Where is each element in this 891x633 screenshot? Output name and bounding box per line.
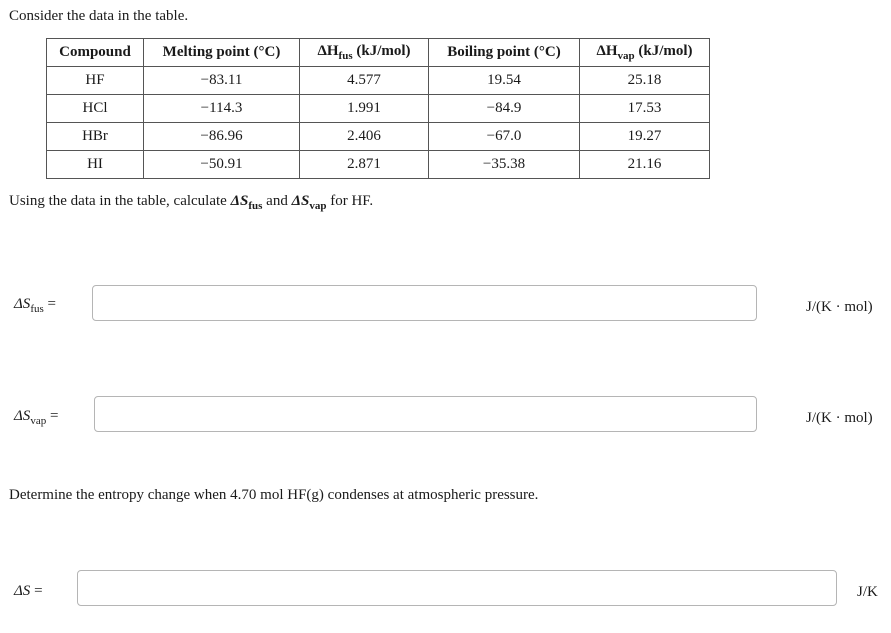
cell-dh-vap: 25.18 <box>580 67 710 95</box>
cell-boiling-point: −67.0 <box>429 123 580 151</box>
cell-dh-vap: 17.53 <box>580 95 710 123</box>
table-row <box>47 67 710 95</box>
table-header-row <box>47 39 710 67</box>
cell-compound: HBr <box>47 123 144 151</box>
cell-compound: HI <box>47 151 144 179</box>
header-melting-point: Melting point (°C) <box>144 39 300 67</box>
question-entropy-calc: Using the data in the table, calculate $\Delta S_{fus}$ and $\Delta S_{vap}$ for HF. <box>9 193 374 212</box>
cell-boiling-point: 19.54 <box>429 67 580 95</box>
cell-boiling-point: −84.9 <box>429 95 580 123</box>
cell-dh-vap: 21.16 <box>580 151 710 179</box>
ds-vap-unit: J/(K · mol) <box>806 410 873 426</box>
cell-dh-vap: 19.27 <box>580 123 710 151</box>
data-table <box>46 38 710 179</box>
header-dh-fus: $\Delta H_{fus}$ (kJ/mol) <box>300 39 429 67</box>
question-condensation: Determine the entropy change when 4.70 mol HF(g) condenses at atmospheric pressure. <box>9 487 539 503</box>
cell-dh-fus: 4.577 <box>300 67 429 95</box>
cell-melting-point: −50.91 <box>144 151 300 179</box>
ds-total-label: ΔS = <box>14 583 43 599</box>
table-row <box>47 123 710 151</box>
ds-total-unit: J/K <box>857 584 878 600</box>
cell-melting-point: −86.96 <box>144 123 300 151</box>
ds-vap-input[interactable] <box>94 396 757 432</box>
header-dh-vap: $\Delta H_{vap}$ (kJ/mol) <box>580 39 710 67</box>
cell-dh-fus: 1.991 <box>300 95 429 123</box>
table-row <box>47 95 710 123</box>
ds-fus-unit: J/(K · mol) <box>806 299 873 315</box>
cell-melting-point: −114.3 <box>144 95 300 123</box>
table-row <box>47 151 710 179</box>
cell-compound: HF <box>47 67 144 95</box>
cell-melting-point: −83.11 <box>144 67 300 95</box>
cell-dh-fus: 2.871 <box>300 151 429 179</box>
header-compound: Compound <box>47 39 144 67</box>
ds-vap-label: $\Delta S_{vap}$ = <box>14 408 59 427</box>
cell-dh-fus: 2.406 <box>300 123 429 151</box>
ds-total-input[interactable] <box>77 570 837 606</box>
intro-text: Consider the data in the table. <box>9 8 189 24</box>
cell-compound: HCl <box>47 95 144 123</box>
ds-fus-input[interactable] <box>92 285 757 321</box>
cell-boiling-point: −35.38 <box>429 151 580 179</box>
ds-fus-label: $\Delta S_{fus}$ = <box>14 296 56 315</box>
header-boiling-point: Boiling point (°C) <box>429 39 580 67</box>
